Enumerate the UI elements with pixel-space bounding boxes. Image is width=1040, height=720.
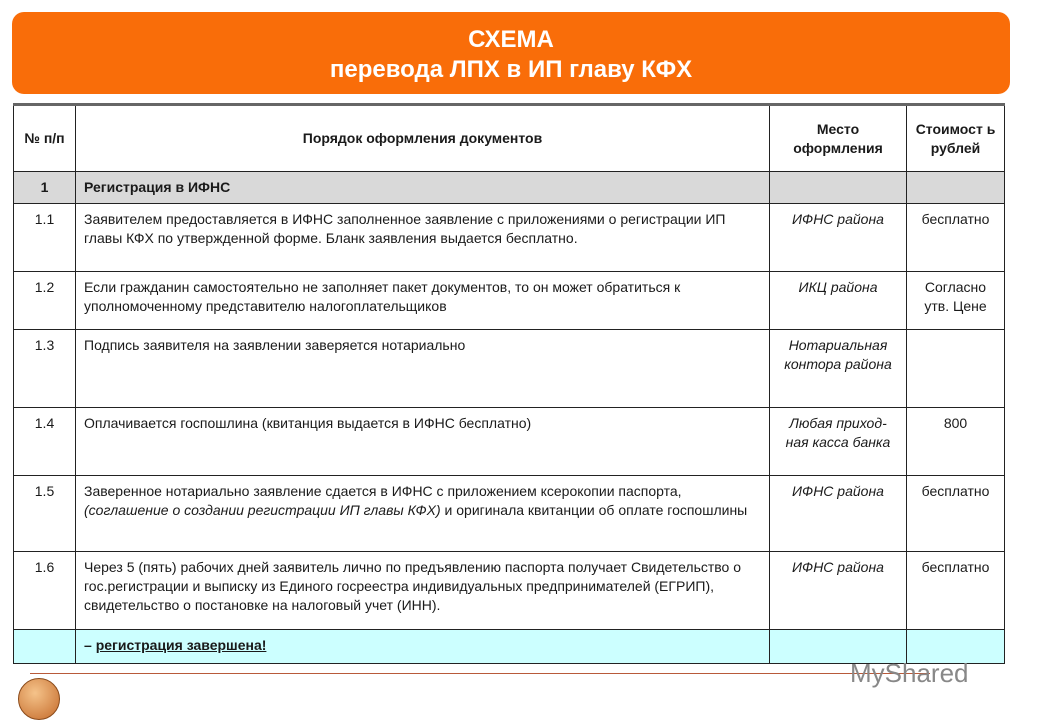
- section-title: Регистрация в ИФНС: [76, 172, 770, 204]
- table-row: [14, 204, 1005, 272]
- header-place: Место оформления: [770, 105, 907, 172]
- footer-divider: [30, 673, 930, 674]
- empty-cell: [907, 172, 1005, 204]
- section-row: [14, 172, 1005, 204]
- row-place: ИФНС района: [770, 476, 907, 552]
- row-cost: Согласно утв. Цене: [907, 272, 1005, 330]
- row-text: [76, 476, 770, 552]
- procedure-table: [13, 103, 1005, 664]
- row-text: Заявителем предоставляется в ИФНС заполненное заявление с приложениями о регистрации ИП главы КФХ по утвержденной форме. Бланк заявления выдается бесплатно.: [76, 204, 770, 272]
- row-place: ИФНС района: [770, 204, 907, 272]
- row-num: 1.2: [14, 272, 76, 330]
- row-place: Нотариальная контора района: [770, 330, 907, 408]
- row-text: Через 5 (пять) рабочих дней заявитель лично по предъявлению паспорта получает Свидетельство о гос.регистрации и выписку из Единого госреестра индивидуальных предпринимателей (ЕГРИП), свидетельство о постановке на налоговый учет (ИНН).: [76, 552, 770, 630]
- table-row: [14, 476, 1005, 552]
- row-cost: [907, 330, 1005, 408]
- row-place: ИКЦ района: [770, 272, 907, 330]
- row-place: ИФНС района: [770, 552, 907, 630]
- header-cost: Стоимост ь рублей: [907, 105, 1005, 172]
- row-place: Любая приход-ная касса банка: [770, 408, 907, 476]
- row-num: 1.5: [14, 476, 76, 552]
- row-cost: 800: [907, 408, 1005, 476]
- row-text-a: Заверенное нотариально заявление сдается в ИФНС с приложением ксерокопии паспорта,: [84, 483, 682, 499]
- section-num: 1: [14, 172, 76, 204]
- table-row: [14, 330, 1005, 408]
- title-line1: СХЕМА: [468, 26, 554, 53]
- empty-cell: [770, 172, 907, 204]
- emblem-logo: [18, 678, 60, 720]
- final-dash: –: [84, 637, 96, 653]
- row-text: Оплачивается госпошлина (квитанция выдается в ИФНС бесплатно): [76, 408, 770, 476]
- row-num: 1.4: [14, 408, 76, 476]
- row-text-b: (соглашение о создании регистрации ИП главы КФХ): [84, 502, 441, 518]
- header-order: Порядок оформления документов: [76, 105, 770, 172]
- row-text-c: и оригинала квитанции об оплате госпошлины: [440, 502, 748, 518]
- title-banner: [12, 12, 1010, 94]
- header-num: № п/п: [14, 105, 76, 172]
- empty-cell: [14, 630, 76, 664]
- row-cost: бесплатно: [907, 476, 1005, 552]
- row-cost: бесплатно: [907, 204, 1005, 272]
- row-num: 1.1: [14, 204, 76, 272]
- watermark: MyShared: [850, 658, 969, 688]
- title-line2: перевода ЛПХ в ИП главу КФХ: [329, 56, 693, 83]
- row-cost: бесплатно: [907, 552, 1005, 630]
- row-text: Если гражданин самостоятельно не заполняет пакет документов, то он может обратиться к уполномоченному представителю налогоплательщиков: [76, 272, 770, 330]
- final-label: регистрация завершена!: [95, 637, 267, 653]
- table-row: [14, 408, 1005, 476]
- row-num: 1.3: [14, 330, 76, 408]
- row-num: 1.6: [14, 552, 76, 630]
- table-row: [14, 552, 1005, 630]
- final-text: [76, 630, 770, 664]
- table-row: [14, 272, 1005, 330]
- table-header: [14, 105, 1005, 172]
- row-text: Подпись заявителя на заявлении заверяется нотариально: [76, 330, 770, 408]
